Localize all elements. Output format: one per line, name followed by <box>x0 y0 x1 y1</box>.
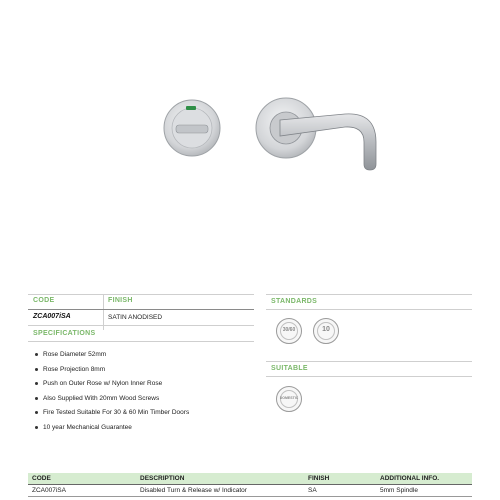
turn-release-rose <box>164 100 220 156</box>
lever-handle <box>256 98 376 170</box>
table-header-row <box>28 473 472 485</box>
suitable-top-rule <box>266 361 472 362</box>
specifications-list <box>32 348 189 435</box>
col-finish-header: FINISH <box>304 473 376 485</box>
indicator-icon <box>186 106 196 110</box>
col-code-header: CODE <box>28 473 136 485</box>
specifications-rule <box>28 341 254 342</box>
standards-rule <box>266 309 472 310</box>
cell-description: Disabled Turn & Release w/ Indicator <box>136 485 304 497</box>
domestic-use-icon: DOMESTIC <box>276 386 302 412</box>
row-rule <box>28 325 254 326</box>
col-additional-info-header: ADDITIONAL INFO. <box>376 473 472 485</box>
table-row <box>28 485 472 497</box>
product-code: ZCA007iSA <box>33 313 71 320</box>
spec-item: Rose Diameter 52mm <box>32 348 189 363</box>
code-header: CODE <box>33 297 55 304</box>
spec-item: Push on Outer Rose w/ Nylon Inner Rose <box>32 377 189 392</box>
spec-item: Also Supplied With 20mm Wood Screws <box>32 392 189 407</box>
finish-header: FINISH <box>108 297 133 304</box>
col-description-header: DESCRIPTION <box>136 473 304 485</box>
spec-item: Rose Projection 8mm <box>32 363 189 378</box>
standards-header: STANDARDS <box>271 298 318 305</box>
cell-additional-info: 5mm Spindle <box>376 485 472 497</box>
spec-item: Fire Tested Suitable For 30 & 60 Min Timber Doors <box>32 406 189 421</box>
suitable-header: SUITABLE <box>271 365 308 372</box>
spec-item: 10 year Mechanical Guarantee <box>32 421 189 436</box>
product-table <box>28 473 472 497</box>
fire-rated-30-60-icon: 30/60 <box>276 318 302 344</box>
product-image <box>140 80 380 190</box>
header-rule <box>28 309 254 310</box>
table-top-rule <box>28 294 254 295</box>
specifications-header: SPECIFICATIONS <box>33 330 96 337</box>
standards-top-rule <box>266 294 472 295</box>
suitable-rule <box>266 376 472 377</box>
cell-finish: SA <box>304 485 376 497</box>
finish-value: SATIN ANODISED <box>108 314 163 321</box>
cell-code: ZCA007iSA <box>28 485 136 497</box>
ten-year-guarantee-icon: 10 <box>313 318 339 344</box>
